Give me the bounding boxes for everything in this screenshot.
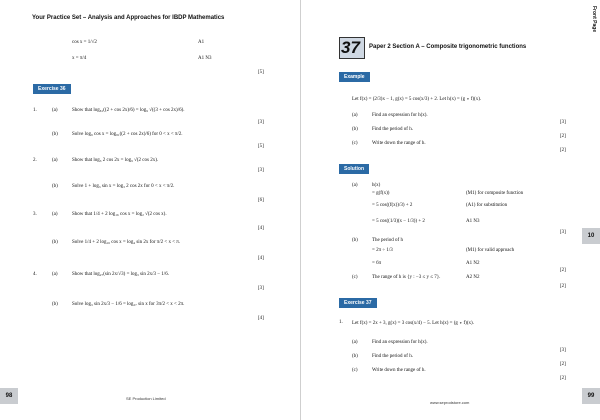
- solution-mark: [2]: [560, 284, 566, 289]
- solution-mark: [3]: [560, 230, 566, 235]
- solution-mark: (M1) for composite function: [466, 191, 524, 196]
- question-part: (a): [52, 212, 58, 217]
- left-top-line-2: x = π/4: [72, 56, 87, 61]
- solution-math: h(x): [372, 183, 381, 188]
- front-page-label: Front Page: [591, 6, 597, 33]
- question-mark: [5]: [258, 144, 264, 149]
- left-top-line-2-mark: A1 N3: [198, 56, 212, 61]
- solution-math: The range of h is {y : −3 ≤ y ≤ 7}.: [372, 275, 441, 280]
- example-part-text: Find an expression for h(x).: [372, 113, 428, 118]
- question-part: (b): [52, 240, 58, 245]
- right-page-number: 99: [582, 388, 600, 404]
- question-number: 4.: [33, 272, 37, 277]
- question-text: Show that 1/4 + 2 log₁₆ cos x = log₂ √(2 cos x).: [72, 212, 167, 217]
- solution-mark: A1 N3: [466, 219, 480, 224]
- exercise-part-text: Find the period of h.: [372, 354, 413, 359]
- solution-label: Solution: [339, 164, 369, 174]
- example-part-text: Write down the range of h.: [372, 141, 426, 146]
- solution-math: The period of h: [372, 238, 403, 243]
- exercise-part: (a): [352, 340, 358, 345]
- question-mark: [4]: [258, 316, 264, 321]
- solution-mark: [2]: [560, 268, 566, 273]
- question-mark: [4]: [258, 256, 264, 261]
- right-footer: www.seprodstore.com: [430, 400, 470, 405]
- solution-mark: A1 N2: [466, 261, 480, 266]
- question-text: Solve log₉ cos x = log₈₁((2 + cos 2x)/6) for 0 < x < π/2.: [72, 132, 183, 137]
- example-part-mark: [3]: [560, 120, 566, 125]
- solution-mark: A2 N2: [466, 275, 480, 280]
- question-part: (a): [52, 158, 58, 163]
- question-text: Solve 1/4 + 2 log₁₆ cos x = log₄ sin 2x for π/2 < x < π.: [72, 240, 181, 245]
- page-gutter: [300, 0, 301, 420]
- exercise-part-text: Write down the range of h.: [372, 368, 426, 373]
- solution-mark: (M1) for valid approach: [466, 248, 515, 253]
- example-part: (c): [352, 141, 358, 146]
- solution-mark: (A1) for substitution: [466, 203, 508, 208]
- exercise-part-mark: [2]: [560, 376, 566, 381]
- example-stem: Let f(x) = (2/3)x − 1, g(x) = 5 cos(x/3) + 2. Let h(x) = (g ∘ f)(x).: [352, 97, 482, 102]
- left-top-line-1-mark: A1: [198, 40, 205, 45]
- question-number: 1.: [33, 108, 37, 113]
- left-top-total: [5]: [258, 70, 264, 75]
- example-part: (b): [352, 127, 358, 132]
- exercise-part-mark: [2]: [560, 362, 566, 367]
- exercise-36-label: Exercise 36: [33, 84, 71, 94]
- question-text: Solve log₃ sin 2x/3 − 1/6 = log₂₇ sin x for 3π/2 < x < 2π.: [72, 302, 185, 307]
- question-text: Solve 1 + log₃ sin x = log₃ 2 cos 2x for 0 < x < π/2.: [72, 184, 175, 189]
- example-part: (a): [352, 113, 358, 118]
- question-part: (a): [52, 272, 58, 277]
- example-label: Example: [339, 72, 370, 82]
- question-mark: [6]: [258, 198, 264, 203]
- question-part: (b): [52, 302, 58, 307]
- exercise-number: 1.: [339, 320, 343, 325]
- section-number: 37: [341, 38, 360, 57]
- left-page-number: 98: [0, 388, 18, 404]
- question-mark: [3]: [258, 120, 264, 125]
- question-part: (b): [52, 132, 58, 137]
- question-text: Show that log₃ 2 cos 2x = log₉ √(2 cos 2x).: [72, 158, 159, 163]
- question-part: (a): [52, 108, 58, 113]
- question-part: (b): [52, 184, 58, 189]
- exercise-part: (b): [352, 354, 358, 359]
- question-number: 2.: [33, 158, 37, 163]
- section-title: Paper 2 Section A – Composite trigonometric functions: [369, 44, 527, 50]
- question-mark: [3]: [258, 168, 264, 173]
- question-number: 3.: [33, 212, 37, 217]
- question-text: Show that log₈₁((2 + cos 2x)/6) = log₉ √((3 + cos 2x)/6).: [72, 108, 185, 113]
- solution-math: = 5 cos((1/3)(x − 1/3)) + 2: [372, 219, 425, 224]
- exercise-37-label: Exercise 37: [339, 298, 377, 308]
- solution-part: (c): [352, 275, 358, 280]
- left-footer: SE Production Limited: [126, 396, 166, 401]
- question-mark: [4]: [258, 226, 264, 231]
- exercise-part: (c): [352, 368, 358, 373]
- solution-part: (a): [352, 183, 358, 188]
- solution-math: = g(f(x)): [372, 191, 390, 196]
- exercise-part-text: Find an expression for h(x).: [372, 340, 428, 345]
- chapter-tab: 10: [582, 228, 600, 244]
- left-top-line-1: cos x = 1/√2: [72, 40, 97, 45]
- solution-math: = 5 cos((f(x))/3) + 2: [372, 203, 413, 208]
- question-text: Show that log₂₇(sin 2x/√3) = log₃ sin 2x/3 − 1/6.: [72, 272, 169, 277]
- exercise-part-mark: [3]: [560, 348, 566, 353]
- exercise-stem: Let f(x) = 2x + 3, g(x) = 3 cos(x/4) − 5. Let h(x) = (g ∘ f)(x).: [352, 321, 474, 326]
- example-part-mark: [2]: [560, 148, 566, 153]
- example-part-mark: [2]: [560, 134, 566, 139]
- question-mark: [3]: [258, 286, 264, 291]
- solution-part: (b): [352, 238, 358, 243]
- book-header-title: Your Practice Set – Analysis and Approaches for IBDP Mathematics: [32, 15, 225, 21]
- solution-math: = 6π: [372, 261, 382, 266]
- solution-math: = 2π ÷ 1/3: [372, 248, 393, 253]
- example-part-text: Find the period of h.: [372, 127, 413, 132]
